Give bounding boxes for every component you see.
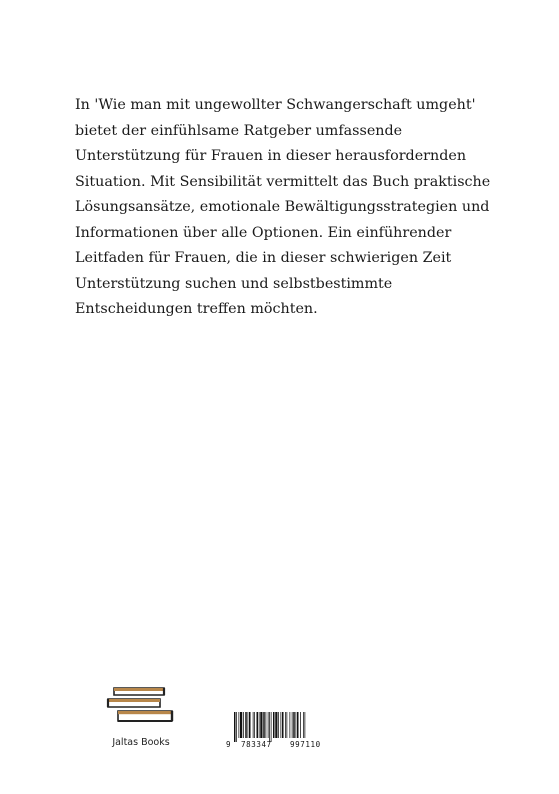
barcode-bar (263, 712, 265, 738)
barcode-bar (281, 712, 282, 738)
barcode-bar (254, 712, 255, 738)
barcode-bar (245, 712, 247, 738)
barcode-bar (278, 712, 279, 738)
barcode-bar (290, 712, 291, 738)
barcode-bar (234, 712, 236, 742)
isbn-group-2: 997110 (290, 740, 321, 749)
barcode-bar (239, 712, 240, 738)
publisher-logo (100, 680, 182, 752)
barcode-bar (293, 712, 295, 738)
barcode-bar (240, 712, 242, 738)
barcode-bar (260, 712, 262, 738)
barcode-bar (248, 712, 249, 738)
isbn-group-1: 783347 (241, 740, 272, 749)
barcode-bar (305, 712, 306, 738)
barcode-bar (268, 712, 269, 738)
barcode-bar (271, 712, 272, 742)
barcode-bar (253, 712, 254, 738)
barcode-bar (273, 712, 275, 738)
barcode-bar (249, 712, 251, 738)
barcode-bar (297, 712, 299, 738)
barcode-bar (236, 712, 237, 742)
blurb-text: In 'Wie man mit ungewollter Schwangerschaft umgeht' bietet der einfühlsame Ratgeber umfassende Unterstützung für Frauen in dieser herausfordernden Situation. Mit Sensibilität vermittelt das Buch praktische Lösungsansätze, emotionale Bewältigungsstrategien und Informationen über alle Optionen. Ein einführender Leitfaden für Frauen, die in dieser schwierigen Zeit Unterstützung suchen und selbstbestimmte Entscheidungen treffen möchten. (75, 97, 491, 317)
barcode-bar (266, 712, 267, 738)
barcode-bar (287, 712, 288, 738)
publisher-name: Jaltas Books (112, 737, 170, 748)
stacked-books-icon (104, 680, 178, 732)
barcode-bar (269, 712, 270, 742)
isbn-barcode (226, 712, 334, 758)
barcode-bar (259, 712, 260, 738)
barcode-bar (303, 712, 304, 738)
barcode-bar (282, 712, 284, 738)
barcode-bar (257, 712, 259, 738)
barcode-bar (300, 712, 301, 738)
barcode-bar (243, 712, 244, 738)
barcode-bar (275, 712, 277, 738)
barcode-bar (285, 712, 286, 738)
isbn-lead-digit: 9 (226, 740, 232, 749)
barcode-bars (226, 712, 334, 742)
barcode-bar (292, 712, 293, 738)
barcode-bar (296, 712, 297, 738)
